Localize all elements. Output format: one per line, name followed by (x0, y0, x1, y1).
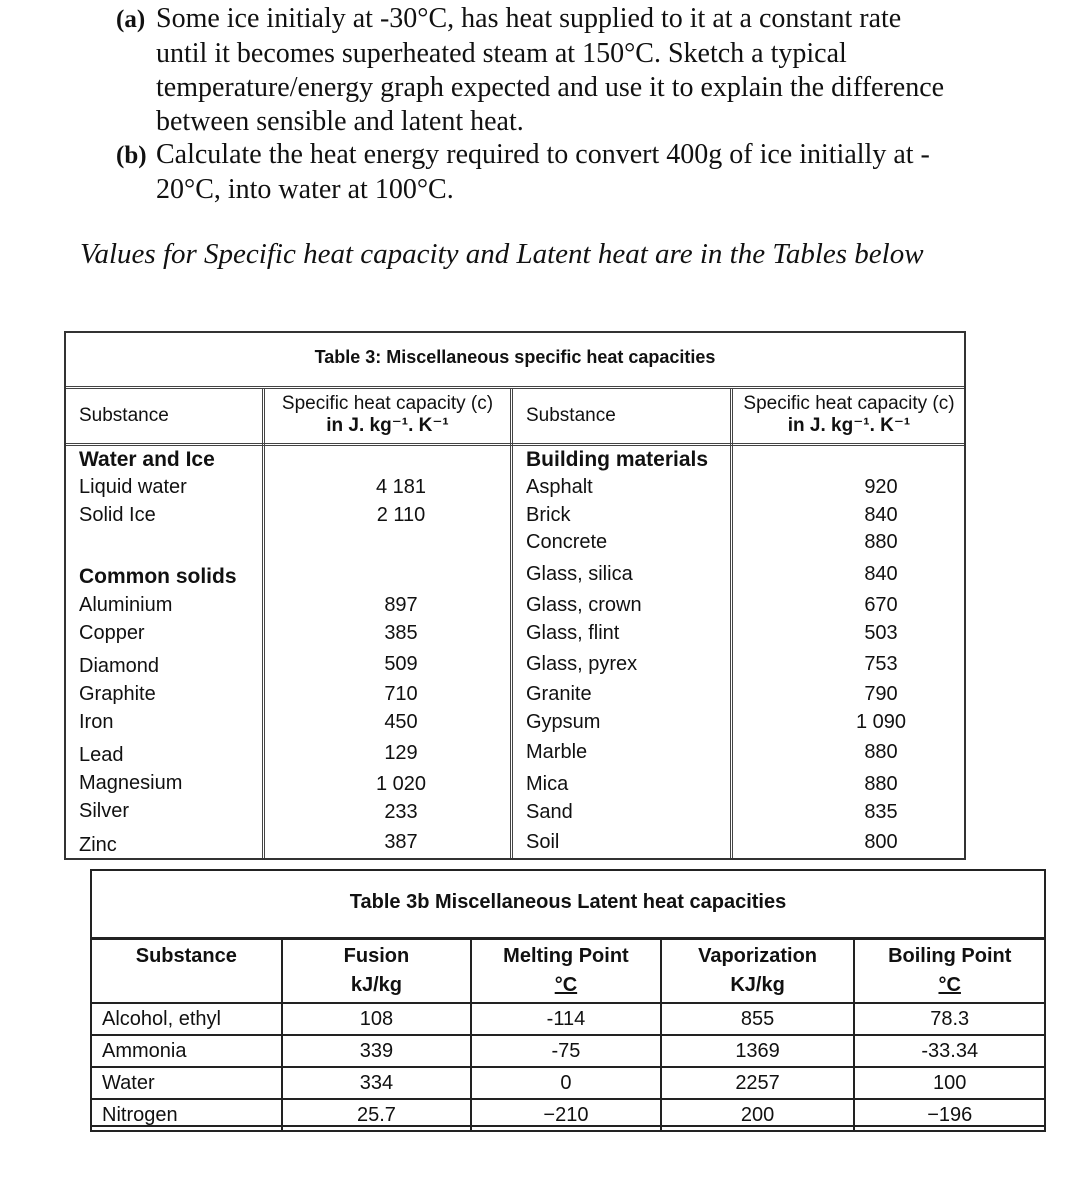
table-3-column-divider (730, 388, 733, 858)
table-3b-latent-heat (90, 869, 1046, 1127)
substance-name: Liquid water (79, 476, 187, 498)
cell-fusion: 334 (282, 1067, 472, 1099)
header-substance: Substance (91, 939, 282, 1004)
question-a-line4: between sensible and latent heat. (156, 106, 524, 137)
question-a (116, 2, 1046, 139)
substance-value: 1 020 (375, 773, 427, 795)
substance-name: Mica (526, 773, 569, 795)
question-b-label: (b) (116, 142, 147, 169)
substance-name: Silver (79, 800, 130, 822)
cell-melting-point: −210 (471, 1099, 661, 1131)
substance-value: 835 (864, 801, 898, 823)
cell-substance: Alcohol, ethyl (91, 1003, 282, 1035)
table-3-divider (66, 386, 964, 389)
question-a-line3: temperature/energy graph expected and use it to explain the difference (156, 72, 945, 103)
substance-value: 4 181 (375, 476, 427, 498)
cell-fusion: 25.7 (282, 1099, 472, 1131)
table-header-row (91, 939, 1045, 1004)
header-melting-point: Melting Point °C (471, 939, 661, 1004)
header-vaporization: Vaporization KJ/kg (661, 939, 855, 1004)
table-row (91, 1003, 1045, 1035)
group-heading-water: Water and Ice (79, 448, 215, 471)
table-3b-title: Table 3b Miscellaneous Latent heat capacities (349, 891, 787, 913)
cell-melting-point: -114 (471, 1003, 661, 1035)
substance-name: Zinc (79, 834, 117, 856)
table-3-column-divider (262, 388, 265, 858)
table-row (91, 1035, 1045, 1067)
substance-name: Concrete (526, 531, 608, 553)
substance-value: 880 (864, 773, 898, 795)
question-a-label: (a) (116, 6, 146, 33)
cell-boiling-point: 78.3 (854, 1003, 1045, 1035)
substance-value: 387 (384, 831, 418, 853)
table-3-specific-heat (64, 331, 966, 860)
substance-value: 880 (864, 741, 898, 763)
header-fusion: Fusion kJ/kg (282, 939, 472, 1004)
cell-boiling-point: -33.34 (854, 1035, 1045, 1067)
substance-value: 753 (864, 653, 898, 675)
table-3-header-shc-line2: in J. kg⁻¹. K⁻¹ (326, 415, 449, 436)
substance-name: Sand (526, 801, 573, 823)
question-b-line1: Calculate the heat energy required to convert 400g of ice initially at - (156, 139, 930, 170)
substance-name: Copper (79, 622, 145, 644)
cell-fusion: 108 (282, 1003, 472, 1035)
group-heading-building: Building materials (526, 448, 709, 471)
substance-value: 840 (864, 504, 898, 526)
cell-vaporization: 1369 (661, 1035, 855, 1067)
substance-value: 670 (864, 594, 898, 616)
substance-value: 233 (384, 801, 418, 823)
table-row (91, 1067, 1045, 1099)
substance-name: Soil (526, 831, 560, 853)
substance-name: Diamond (79, 655, 160, 677)
substance-value: 790 (864, 683, 898, 705)
substance-value: 840 (864, 563, 898, 585)
cell-boiling-point: −196 (854, 1099, 1045, 1131)
question-b-line2: 20°C, into water at 100°C. (156, 174, 454, 205)
cell-vaporization: 855 (661, 1003, 855, 1035)
question-a-line1: Some ice initialy at -30°C, has heat supplied to it at a constant rate (156, 3, 902, 34)
substance-name: Graphite (79, 683, 156, 705)
cell-fusion: 339 (282, 1035, 472, 1067)
substance-value: 710 (384, 683, 418, 705)
substance-name: Glass, flint (526, 622, 620, 644)
substance-value: 129 (384, 742, 418, 764)
substance-name: Glass, crown (526, 594, 642, 616)
table-3-header-shc-line1: Specific heat capacity (c) (281, 393, 494, 414)
table-3-header-shc (733, 393, 965, 437)
cell-melting-point: 0 (471, 1067, 661, 1099)
group-heading-solids: Common solids (79, 565, 237, 588)
header-boiling-point: Boiling Point °C (854, 939, 1045, 1004)
substance-value: 1 090 (855, 711, 907, 733)
table-3-header-shc (265, 393, 510, 437)
question-a-line2: until it becomes superheated steam at 150°C. Sketch a typical (156, 38, 847, 69)
substance-value: 450 (384, 711, 418, 733)
substance-name: Brick (526, 504, 571, 526)
table-3-header-shc-line1: Specific heat capacity (c) (743, 393, 955, 414)
substance-value: 509 (384, 653, 418, 675)
table-3-title: Table 3: Miscellaneous specific heat capacities (314, 347, 716, 367)
cell-melting-point: -75 (471, 1035, 661, 1067)
substance-name: Lead (79, 744, 124, 766)
cell-vaporization: 2257 (661, 1067, 855, 1099)
substance-value: 385 (384, 622, 418, 644)
cell-substance: Ammonia (91, 1035, 282, 1067)
table-3-header-shc-line2: in J. kg⁻¹. K⁻¹ (787, 415, 911, 436)
substance-name: Magnesium (79, 772, 183, 794)
substance-name: Aluminium (79, 594, 173, 616)
latent-heat-table (90, 937, 1046, 1132)
substance-value: 503 (864, 622, 898, 644)
table-3-divider (66, 443, 964, 446)
table-3-column-divider (510, 388, 513, 858)
substance-name: Glass, pyrex (526, 653, 638, 675)
substance-value: 800 (864, 831, 898, 853)
table-3-header-substance: Substance (79, 405, 169, 426)
substance-name: Marble (526, 741, 588, 763)
table-3-header-substance: Substance (526, 405, 616, 426)
substance-name: Gypsum (526, 711, 601, 733)
substance-value: 880 (864, 531, 898, 553)
substance-value: 920 (864, 476, 898, 498)
substance-name: Granite (526, 683, 592, 705)
cell-substance: Nitrogen (91, 1099, 282, 1131)
substance-value: 2 110 (376, 504, 426, 526)
cell-boiling-point: 100 (854, 1067, 1045, 1099)
tables-note: Values for Specific heat capacity and Latent heat are in the Tables below (80, 238, 924, 270)
cell-vaporization: 200 (661, 1099, 855, 1131)
substance-value: 897 (384, 594, 418, 616)
substance-name: Solid Ice (79, 504, 156, 526)
substance-name: Asphalt (526, 476, 593, 498)
substance-name: Iron (79, 711, 114, 733)
table-row (91, 1099, 1045, 1131)
cell-substance: Water (91, 1067, 282, 1099)
substance-name: Glass, silica (526, 563, 633, 585)
question-b (116, 138, 1046, 207)
